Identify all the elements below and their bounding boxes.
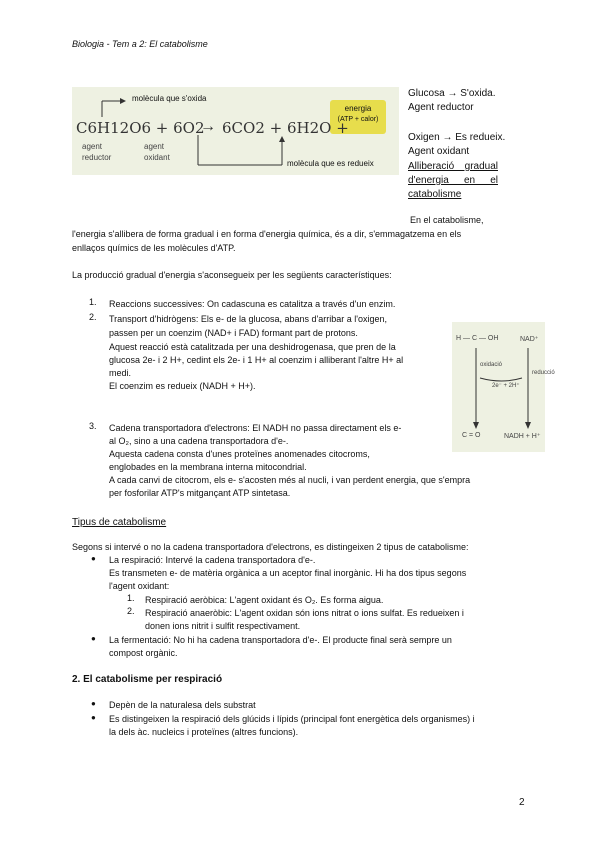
equation-products: 6CO2 + 6H2O +: [222, 119, 349, 137]
item-2-line: passen per un coenzim (NAD+ i FAD) formant part de protons.: [109, 328, 358, 338]
label-reduced: molècula que es redueix: [287, 159, 374, 168]
note-glucose: Glucosa → S'oxida.: [408, 88, 496, 99]
section-2-bullet-2-line-2: la dels àc. nucleics i proteïnes (altres funcions).: [109, 727, 299, 737]
respiracio-line-2: Es transmeten e- de matèria orgànica a un aceptor final inorgànic. Hi ha dos tipus segons: [109, 568, 467, 578]
diagram-reduction: reducció: [532, 370, 555, 376]
item-2-line: medi.: [109, 368, 132, 378]
item-2-line: El coenzim es redueix (NADH + H+).: [109, 381, 256, 391]
label-oxidant: agent oxidant: [144, 142, 170, 162]
item-1-number: 1.: [89, 297, 97, 307]
respiracio-line-1: La respiració: Intervé la cadena transportadora d'e-.: [109, 555, 316, 565]
anaerobic-respiration-line-2: donen ions nitrit i sulfit respectivament.: [145, 621, 301, 631]
label-oxidised: molècula que s'oxida: [132, 94, 207, 103]
bullet-icon: ●: [91, 713, 96, 722]
item-3-line: per fosforilar ATP's mitgançant ATP sintetasa.: [109, 488, 291, 498]
header-title: Biologia - Tem a 2: El catabolisme: [72, 39, 208, 49]
bullet-icon: ●: [91, 634, 96, 643]
note-oxygen: Oxigen → Es redueix.: [408, 132, 506, 143]
item-2-line: Transport d'hidrògens: Els e- de la glucosa, abans d'arribar a l'oxigen,: [109, 314, 387, 324]
equation-arrow: →: [200, 118, 216, 135]
anaerobic-respiration-line-1: Respiració anaeròbic: L'agent oxidan són ions nitrat o ions sulfat. Es redueixen i: [145, 608, 464, 618]
fermentacio-line-2: compost orgànic.: [109, 648, 178, 658]
section-2-bullet-2-line-1: Es distingeixen la respiració dels glúcids i lípids (principal font energètica dels organismes) i: [109, 714, 475, 724]
item-2-line: Aquest reacció està catalitzada per una deshidrogenasa, que pren de la: [109, 342, 396, 352]
section-2-bullet-1: Depèn de la naturalesa dels substrat: [109, 700, 256, 710]
item-3-line: Cadena transportadora d'electrons: El NADH no passa directament els e-: [109, 423, 402, 433]
diagram-nadh: NADH + H⁺: [504, 433, 541, 440]
note-oxidant: Agent oxidant: [408, 146, 470, 157]
item-3-line: Aquesta cadena consta d'unes proteïnes anomenades citocroms,: [109, 449, 370, 459]
item-3-number: 3.: [89, 421, 97, 431]
catabolism-equation-figure: [72, 87, 399, 175]
item-2-number: 2.: [89, 312, 97, 322]
bullet-icon: ●: [91, 554, 96, 563]
sub-1-number: 1.: [127, 593, 135, 603]
diagram-alcohol: H — C — OH: [456, 335, 499, 342]
diagram-nad: NAD⁺: [520, 336, 539, 343]
item-1-line: Reaccions successives: On cadascuna es catalitza a través d'un enzim.: [109, 299, 396, 309]
diagram-carbonyl: C = O: [462, 432, 481, 439]
item-3-line: englobades en la membrana interna mitocondrial.: [109, 462, 307, 472]
diagram-electrons: 2e⁻ + 2H⁺: [492, 383, 520, 389]
tipus-intro: Segons si intervé o no la cadena transportadora d'electrons, es distingeixen 2 tipus de catabolisme:: [72, 542, 469, 552]
sub-2-number: 2.: [127, 606, 135, 616]
diagram-oxidation: oxidació: [480, 362, 503, 368]
tipus-heading: Tipus de catabolisme: [72, 517, 167, 528]
note-reducer: Agent reductor: [408, 102, 474, 113]
section-2-heading: 2. El catabolisme per respiració: [72, 674, 223, 685]
item-2-line: glucosa 2e- i 2 H+, cedint els 2e- i 1 H+ al coenzim i alliberant l'altre H+ al: [109, 355, 404, 365]
intro-line-1: En el catabolisme,: [410, 215, 484, 225]
dehydrogenase-diagram: [452, 322, 555, 452]
energy-sub-label: (ATP + calor): [337, 116, 379, 123]
production-intro: La producció gradual d'energia s'aconsegueix per les següents característiques:: [72, 270, 392, 280]
aerobic-respiration: Respiració aeròbica: L'agent oxidant és O₂. Es forma aigua.: [145, 595, 384, 605]
respiracio-line-3: l'agent oxidant:: [109, 581, 170, 591]
bullet-icon: ●: [91, 699, 96, 708]
item-3-line: al O₂, sino a una cadena transportadora d'e-.: [109, 436, 289, 446]
equation-reactants: C6H12O6 + 6O2: [76, 119, 205, 137]
label-reducer: agent reductor: [82, 142, 112, 162]
item-3-line: A cada canvi de citocrom, els e- s'acosten més al nucli, i van perdent energia, que s'empra: [109, 475, 471, 485]
note-gradual-release: Alliberació gradual d'energia en el catabolisme: [408, 161, 498, 200]
fermentacio-line-1: La fermentació: No hi ha cadena transportadora d'e-. El producte final serà sempre un: [109, 635, 452, 645]
intro-line-2: l'energia s'allibera de forma gradual i en forma d'energia química, és a dir, s'emmagatzema en els: [72, 229, 462, 239]
page-number: 2: [519, 797, 525, 808]
intro-line-3: enllaços químics de les molècules d'ATP.: [72, 243, 236, 253]
energy-label: energia: [344, 104, 372, 113]
